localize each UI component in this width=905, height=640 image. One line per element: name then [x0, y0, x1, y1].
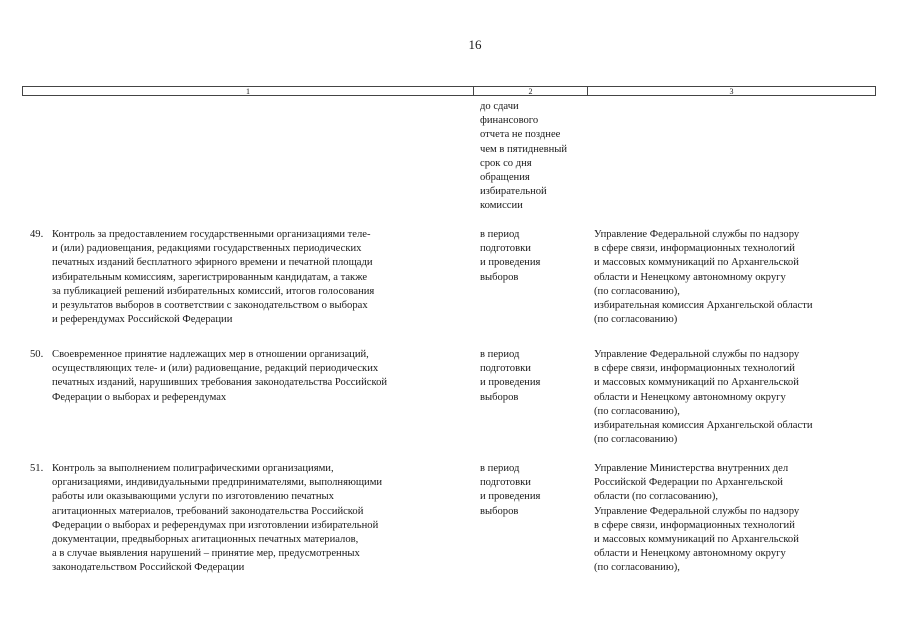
row-responsible: Управление Федеральной службы по надзору в сфере связи, информационных технологий и массовых коммуникаций по Архангельской области и Ненецкому автономному округу (по согласованию), избирательная комиссия Архангельской области (по согласованию): [594, 229, 813, 326]
row-responsible: Управление Министерства внутренних дел Российской Федерации по Архангельской области (по согласованию), Управление Федеральной службы по надзору в сфере связи, информационных технологий и массовых коммуникаций по Архангельской области и Ненецкому автономному округу (по согласованию),: [594, 463, 800, 574]
row-number: 51.: [30, 463, 44, 474]
header-col-1: 1: [246, 87, 250, 96]
header-col-3: 3: [729, 87, 734, 96]
row-term: в период подготовки и проведения выборов: [480, 463, 541, 517]
table-header-row: [22, 86, 876, 96]
row-action: Контроль за предоставлением государственными организациями теле- и (или) радиовещания, редакциями государственных периодических печатных изданий бесплатного эфирного времени и печатной площади избирательным комиссиям, зарегистрированным кандидатам, а также за публикацией решений избирательных комиссий, итогов голосования и результатов выборов в соответствии с законодательством о выборах и референдумах Российской Федерации: [52, 229, 375, 326]
row-term: в период подготовки и проведения выборов: [480, 349, 541, 403]
row-number: 49.: [30, 229, 44, 240]
row-number: 50.: [30, 349, 44, 360]
header-col-2: 2: [528, 87, 533, 96]
page-number: 16: [468, 37, 482, 52]
row-action: Своевременное принятие надлежащих мер в отношении организаций, осуществляющих теле- и (или) радиовещание, редакций периодических печатных изданий, нарушивших требования законодательства Российской Федерации о выборах и референдумах: [52, 349, 388, 403]
row-action: Контроль за выполнением полиграфическими организациями, организациями, индивидуальными предпринимателями, выполняющими работы или оказывающими услуги по изготовлению печатных агитационных материалов, требований законодательства Российской Федерации о выборах и референдумах при изготовлении избирательной документации, предвыборных агитационных печатных материалов, а в случае выявления нарушений – принятие мер, предусмотренных законодательством Российской Федерации: [52, 463, 383, 574]
continuation-term: до сдачи финансового отчета не позднее чем в пятидневный срок со дня обращения избирательной комиссии: [480, 101, 568, 212]
row-term: в период подготовки и проведения выборов: [480, 229, 541, 283]
row-responsible: Управление Федеральной службы по надзору в сфере связи, информационных технологий и массовых коммуникаций по Архангельской области и Ненецкому автономному округу (по согласованию), избирательная комиссия Архангельской области (по согласованию): [594, 349, 813, 446]
